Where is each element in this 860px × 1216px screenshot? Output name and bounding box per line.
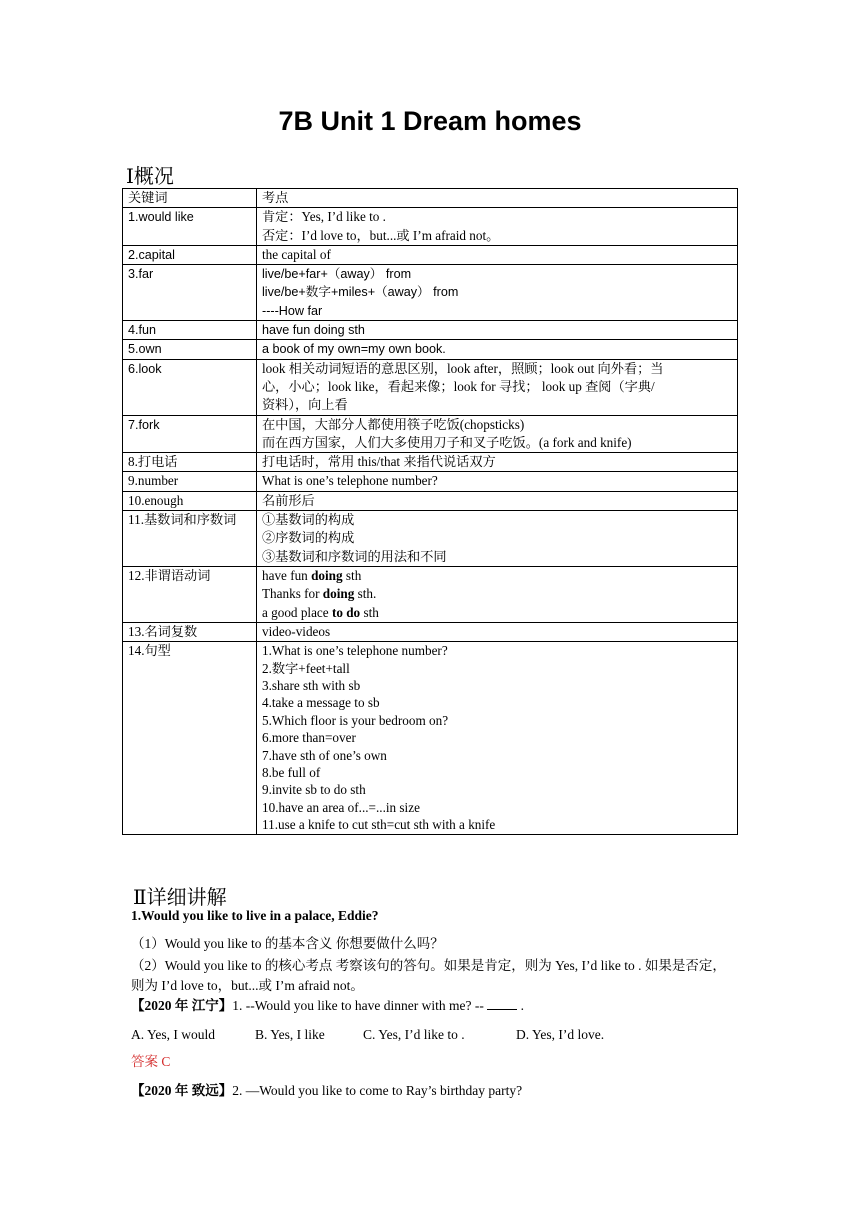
point-line: 2.数字+feet+tall <box>262 660 350 676</box>
row-point <box>257 415 738 453</box>
header-point: 考点 <box>257 189 738 208</box>
text-segment: sth <box>360 604 379 620</box>
row-keyword: 10.enough <box>123 491 257 510</box>
row-point <box>257 566 738 622</box>
point-line: video-videos <box>262 623 331 639</box>
table-row <box>123 415 738 453</box>
row-keyword: 5.own <box>123 340 257 359</box>
bold-text: to do <box>331 604 361 620</box>
point-line: ②序数词的构成 <box>262 530 355 546</box>
document-title: 7B Unit 1 Dream homes <box>278 106 582 136</box>
explanation-paragraph-1: （1）Would you like to 的基本含义 你想要做什么吗？ <box>131 936 444 951</box>
exercise-2 <box>131 1081 737 1101</box>
row-point <box>257 321 738 340</box>
table-row <box>123 321 738 340</box>
point-line: 名前形后 <box>262 492 315 508</box>
table-row <box>123 491 738 510</box>
point-line <box>262 585 732 603</box>
point-line: 心，小心；look like，看起来像；look for 寻找； look up 查阅（字典/ <box>262 378 655 394</box>
row-point <box>257 265 738 321</box>
point-line: 8.be full of <box>262 764 321 780</box>
row-point <box>257 208 738 246</box>
point-line: 7.have sth of one’s own <box>262 747 387 763</box>
point-line: 9.invite sb to do sth <box>262 782 366 798</box>
bold-text: doing <box>311 567 343 583</box>
point-line: ①基数词的构成 <box>262 512 355 528</box>
table-row <box>123 359 738 415</box>
row-point <box>257 472 738 491</box>
row-keyword: 1.would like <box>123 208 257 246</box>
exercise-source-tag: 【2020 年 致远】 <box>131 1083 233 1098</box>
text-segment: . <box>517 998 524 1013</box>
row-keyword: 6.look <box>123 359 257 415</box>
row-keyword: 7.fork <box>123 415 257 453</box>
row-keyword: 13.名词复数 <box>123 622 257 641</box>
point-line: look 相关动词短语的意思区别，look after，照顾；look out 向外看；当 <box>262 360 664 376</box>
row-point <box>257 642 738 834</box>
row-keyword: 2.capital <box>123 245 257 264</box>
text-segment: Thanks for <box>262 586 323 602</box>
bold-text: doing <box>322 586 355 602</box>
section-heading-details: Ⅱ详细讲解 <box>133 887 227 909</box>
point-line: the capital of <box>262 246 331 262</box>
point-line: 打电话时，常用 this/that 来指代说话双方 <box>262 454 496 470</box>
option-d: D. Yes, I’d love. <box>516 1027 605 1042</box>
point-line: 在中国，大部分人都使用筷子吃饭(chopsticks) <box>262 416 525 432</box>
point-line: What is one’s telephone number? <box>262 473 438 489</box>
point-line: 而在西方国家，人们大多使用刀子和叉子吃饭。(a fork and knife) <box>262 434 632 450</box>
table-row <box>123 642 738 834</box>
point-line: 11.use a knife to cut sth=cut sth with a knife <box>262 817 496 833</box>
row-keyword: 12.非谓语动词 <box>123 566 257 622</box>
text-segment: have fun <box>262 567 312 583</box>
exercise-options <box>131 1025 737 1045</box>
point-line: 1.What is one’s telephone number? <box>262 643 448 659</box>
row-keyword: 9.number <box>123 472 257 491</box>
table-header-row <box>123 189 738 208</box>
point-line: 6.more than=over <box>262 730 356 746</box>
table-row <box>123 245 738 264</box>
exercise-question: 1. --Would you like to have dinner with me? -- <box>232 998 484 1013</box>
point-line: a book of my own=my own book. <box>262 342 446 357</box>
point-line <box>262 604 732 622</box>
explanation-paragraph-2: （2）Would you like to 的核心考点 考察该句的答句。如果是肯定，则为 Yes, I’d like to . 如果是否定，则为 I’d love to，but...或 I’m afraid not。 <box>131 958 726 993</box>
exercise-source-tag: 【2020 年 江宁】 <box>131 998 233 1013</box>
table-row <box>123 265 738 321</box>
table-row <box>123 511 738 567</box>
table-row <box>123 453 738 472</box>
row-keyword: 14.句型 <box>123 642 257 834</box>
point-line: 4.take a message to sb <box>262 695 380 711</box>
overview-table <box>122 188 738 835</box>
point-line: 否定：I’d love to，but...或 I’m afraid not。 <box>262 227 500 243</box>
point-line: 3.share sth with sb <box>262 677 361 693</box>
point-line: ③基数词和序数词的用法和不同 <box>262 548 447 564</box>
header-keyword: 关键词 <box>123 189 257 208</box>
point-line <box>262 567 732 585</box>
point-line: 10.have an area of...=...in size <box>262 799 420 815</box>
text-segment: sth <box>342 567 362 583</box>
row-keyword: 4.fun <box>123 321 257 340</box>
point-line: 资料），向上看 <box>262 397 348 413</box>
point-line: have fun doing sth <box>262 323 365 338</box>
point-line: ----How far <box>262 303 323 318</box>
option-c: C. Yes, I’d like to . <box>363 1027 465 1042</box>
point-line: 5.Which floor is your bedroom on? <box>262 712 449 728</box>
table-row <box>123 472 738 491</box>
row-point <box>257 359 738 415</box>
exercise-1 <box>131 996 737 1016</box>
answer-text: 答案 C <box>131 1054 171 1069</box>
point-line: live/be+far+（away） from <box>262 267 412 282</box>
row-point <box>257 511 738 567</box>
text-segment: sth. <box>354 586 377 602</box>
row-point <box>257 491 738 510</box>
answer-blank <box>487 997 517 1010</box>
row-keyword: 8.打电话 <box>123 453 257 472</box>
exercise-question: 2. —Would you like to come to Ray’s birthday party? <box>232 1083 523 1098</box>
row-keyword: 3.far <box>123 265 257 321</box>
table-row <box>123 622 738 641</box>
row-point <box>257 453 738 472</box>
option-b: B. Yes, I like <box>255 1027 325 1042</box>
row-point <box>257 622 738 641</box>
table-row <box>123 566 738 622</box>
section-heading-overview: Ⅰ概况 <box>126 166 174 188</box>
point-line: 肯定：Yes, I’d like to . <box>262 209 386 225</box>
table-row <box>123 208 738 246</box>
point-line: live/be+数字+miles+（away） from <box>262 285 459 300</box>
text-segment: a good place <box>262 604 332 620</box>
option-a: A. Yes, I would <box>131 1027 216 1042</box>
row-point <box>257 340 738 359</box>
question-title: 1.Would you like to live in a palace, Eddie? <box>131 908 379 923</box>
row-keyword: 11.基数词和序数词 <box>123 511 257 567</box>
table-row <box>123 340 738 359</box>
row-point <box>257 245 738 264</box>
